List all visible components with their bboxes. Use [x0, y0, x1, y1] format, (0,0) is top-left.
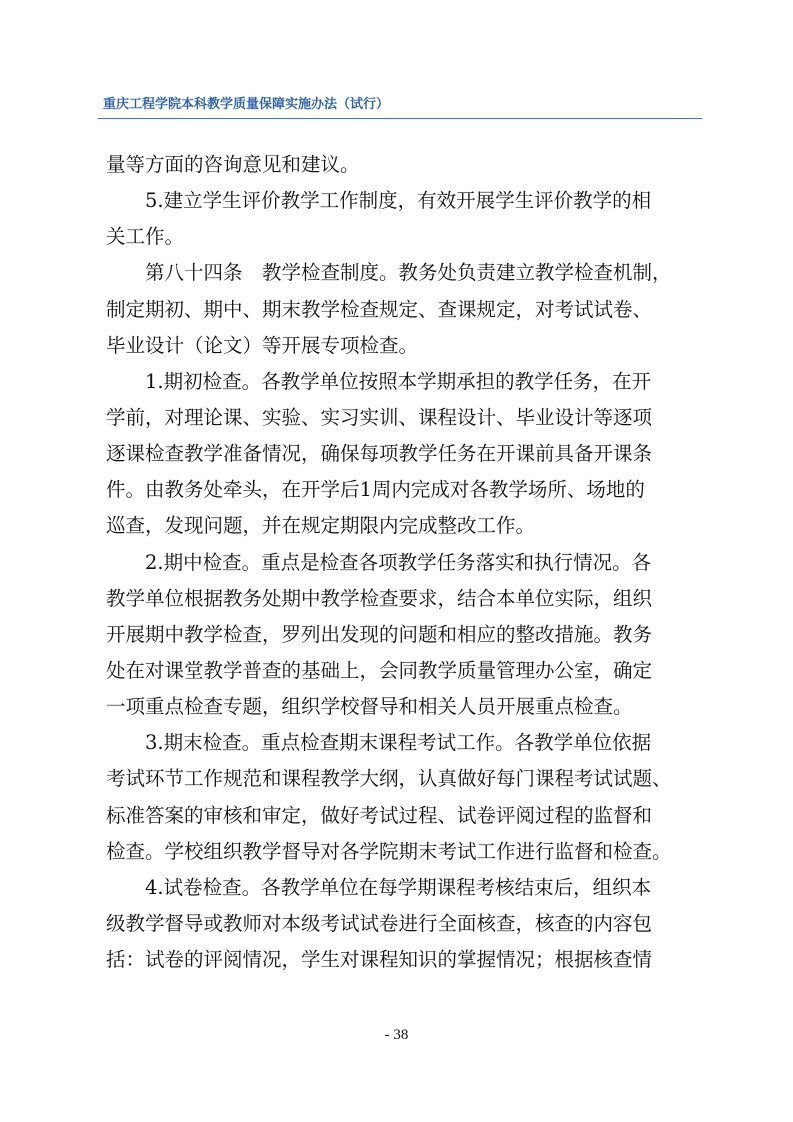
- body-line: 教学单位根据教务处期中教学检查要求，结合本单位实际，组织: [106, 586, 653, 610]
- body-line: 2.期中检查。重点是检查各项教学任务落实和执行情况。各: [145, 550, 652, 574]
- body-line: 处在对课堂教学普查的基础上，会同教学质量管理办公室，确定: [106, 658, 653, 682]
- body-line: 量等方面的咨询意见和建议。: [106, 153, 360, 176]
- body-line: 考试环节工作规范和课程教学大纲，认真做好每门课程考试试题、: [106, 767, 672, 791]
- document-body: [106, 147, 704, 978]
- body-line: 第八十四条 教学检查制度。教务处负责建立教学检查机制，: [145, 261, 672, 285]
- body-line: 4.试卷检查。各教学单位在每学期课程考核结束后，组织本: [145, 875, 652, 899]
- body-line: 件。由教务处牵头，在开学后1周内完成对各教学场所、场地的: [106, 478, 645, 502]
- body-line: 检查。学校组织教学督导对各学院期末考试工作进行监督和检查。: [106, 839, 672, 863]
- body-line: 关工作。: [106, 225, 185, 249]
- body-line: 巡查，发现问题，并在规定期限内完成整改工作。: [106, 514, 536, 538]
- body-line: 开展期中教学检查，罗列出发现的问题和相应的整改措施。教务: [106, 622, 653, 646]
- body-line: 逐课检查教学准备情况，确保每项教学任务在开课前具备开课条: [106, 442, 653, 466]
- page-number: - 38: [384, 1027, 409, 1043]
- body-line: 学前，对理论课、实验、实习实训、课程设计、毕业设计等逐项: [106, 405, 653, 429]
- body-line: 1.期初检查。各教学单位按照本学期承担的教学任务，在开: [145, 369, 652, 393]
- body-line: 标准答案的审核和审定，做好考试过程、试卷评阅过程的监督和: [106, 803, 653, 827]
- body-line: 5.建立学生评价教学工作制度，有效开展学生评价教学的相: [145, 189, 652, 213]
- running-header-title: 重庆工程学院本科教学质量保障实施办法（试行）: [103, 97, 390, 112]
- body-line: 一项重点检查专题，组织学校督导和相关人员开展重点检查。: [106, 695, 633, 719]
- body-line: 3.期末检查。重点检查期末课程考试工作。各教学单位依据: [145, 731, 652, 755]
- body-line: 制定期初、期中、期末教学检查规定、查课规定，对考试试卷、: [106, 297, 653, 321]
- body-line: 括：试卷的评阅情况，学生对课程知识的掌握情况；根据核查情: [106, 948, 653, 972]
- body-line: 毕业设计（论文）等开展专项检查。: [106, 333, 419, 357]
- header-divider: [98, 118, 702, 119]
- body-line: 级教学督导或教师对本级考试试卷进行全面核查，核查的内容包: [106, 911, 653, 935]
